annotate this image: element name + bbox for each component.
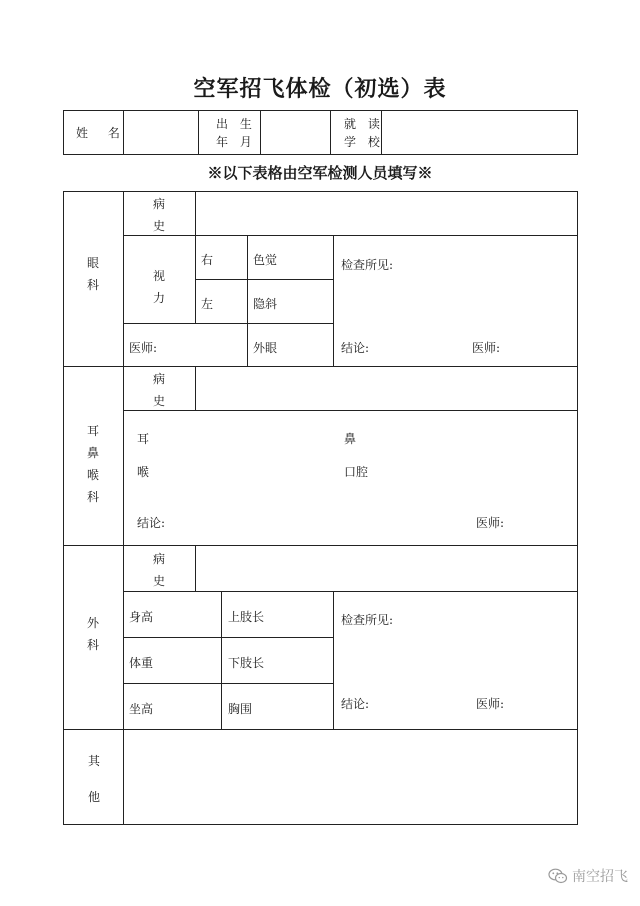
watermark <box>548 866 628 886</box>
other-section-label-1: 其 <box>88 754 101 768</box>
divider <box>195 545 196 591</box>
chest-label: 胸围 <box>228 702 253 716</box>
ent-conclusion-label: 结论: <box>137 516 166 530</box>
vision-label: 视力 <box>152 269 165 305</box>
height-label: 身高 <box>129 610 154 624</box>
eye-history-label: 病史 <box>152 197 165 233</box>
divider <box>198 110 199 155</box>
divider <box>123 410 578 411</box>
ear-label: 耳 <box>137 432 150 446</box>
strabismus-label: 隐斜 <box>253 297 278 311</box>
eye-conclusion-label: 结论: <box>341 341 370 355</box>
divider <box>195 366 196 410</box>
eye-doctor-left-label: 医师: <box>129 341 158 355</box>
divider <box>260 110 261 155</box>
vision-left-label: 左 <box>201 297 214 311</box>
birth-field[interactable] <box>262 112 328 153</box>
eye-history-field[interactable] <box>197 193 576 233</box>
outer-eye-label: 外眼 <box>253 341 278 355</box>
section-divider <box>63 729 578 730</box>
form-subtitle: ※以下表格由空军检测人员填写※ <box>207 164 433 182</box>
divider <box>123 323 333 324</box>
eye-doctor-right-label: 医师: <box>472 341 501 355</box>
divider <box>221 591 222 729</box>
section-divider <box>63 545 578 546</box>
school-label-1: 就 读 <box>344 117 384 131</box>
ent-history-label: 病史 <box>152 372 165 408</box>
surgery-conclusion-label: 结论: <box>341 697 370 711</box>
vision-right-label: 右 <box>201 253 214 267</box>
birth-label-2: 年 月 <box>216 135 256 149</box>
surgery-history-field[interactable] <box>197 547 576 589</box>
section-column-divider <box>123 191 124 825</box>
form-title: 空军招飞体检（初选）表 <box>193 76 447 102</box>
nose-label: 鼻 <box>344 432 357 446</box>
divider <box>123 235 578 236</box>
section-divider <box>63 366 578 367</box>
name-label: 姓 名 <box>76 126 128 140</box>
ent-doctor-label: 医师: <box>476 516 505 530</box>
divider <box>195 191 196 323</box>
name-field[interactable] <box>125 112 196 153</box>
lower-limb-label: 下肢长 <box>228 656 265 670</box>
surgery-doctor-label: 医师: <box>476 697 505 711</box>
watermark-text: 南空招飞 <box>572 869 628 885</box>
color-sense-label: 色觉 <box>253 253 278 267</box>
other-section-label-2: 他 <box>88 790 101 804</box>
divider <box>123 683 333 684</box>
upper-limb-label: 上肢长 <box>228 610 265 624</box>
school-label-2: 学 校 <box>344 135 384 149</box>
eye-section-label: 眼科 <box>86 256 99 292</box>
surgery-findings-label: 检查所见: <box>341 613 394 627</box>
birth-label-1: 出 生 <box>216 117 256 131</box>
divider <box>195 279 333 280</box>
divider <box>123 637 333 638</box>
other-field[interactable] <box>125 731 576 823</box>
ent-section-label: 耳鼻喉科 <box>86 424 99 504</box>
mouth-label: 口腔 <box>344 465 369 479</box>
weight-label: 体重 <box>129 656 154 670</box>
eye-findings-label: 检查所见: <box>341 258 394 272</box>
divider <box>333 235 334 366</box>
sitting-height-label: 坐高 <box>129 702 154 716</box>
school-field[interactable] <box>383 112 576 153</box>
divider <box>330 110 331 155</box>
divider <box>333 591 334 729</box>
wechat-icon <box>548 868 568 884</box>
surgery-section-label: 外科 <box>86 616 99 652</box>
divider <box>123 591 578 592</box>
throat-label: 喉 <box>137 465 150 479</box>
surgery-history-label: 病史 <box>152 552 165 588</box>
divider <box>247 235 248 366</box>
ent-history-field[interactable] <box>197 368 576 408</box>
